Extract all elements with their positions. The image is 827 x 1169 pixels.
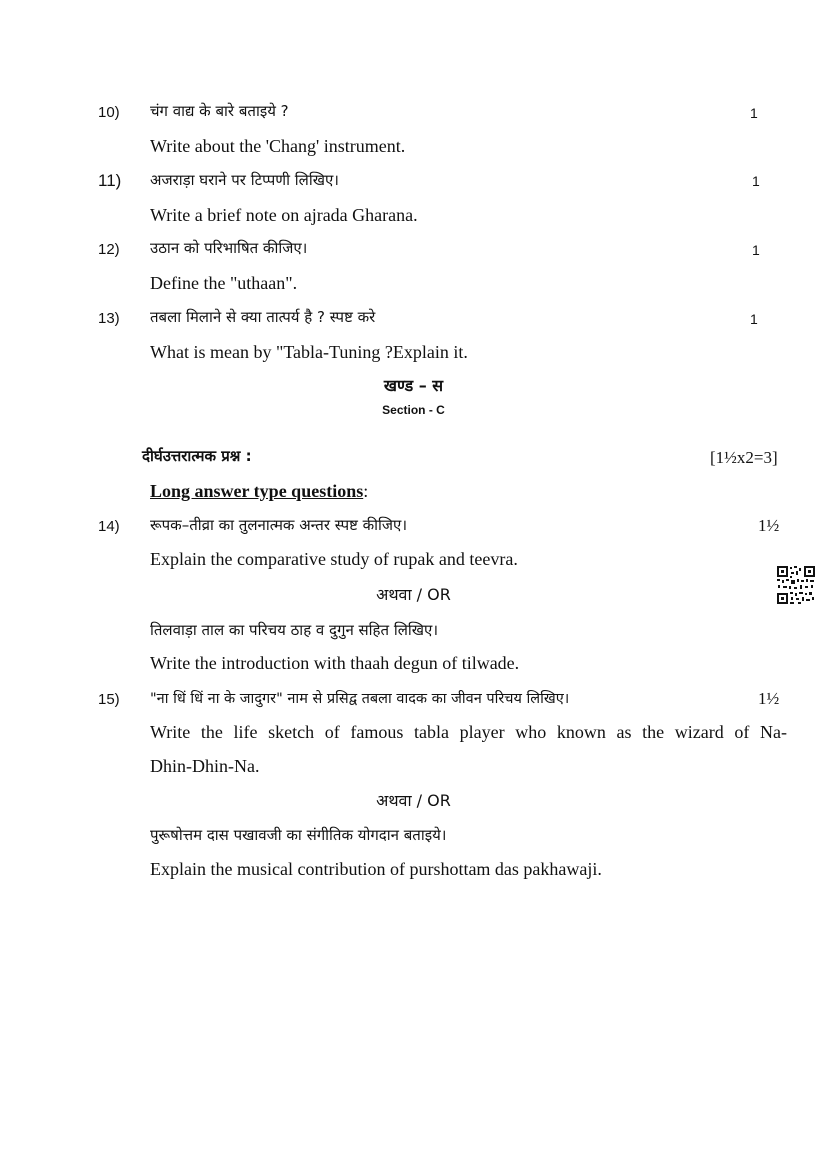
question-text-hindi: चंग वाद्य के बारे बताइये ? xyxy=(150,102,289,120)
question-marks: 1 xyxy=(750,311,758,327)
or-separator: अथवा / OR xyxy=(376,585,451,604)
question-marks: 1½ xyxy=(758,689,780,708)
alt-question-text-english: Explain the musical contribution of purshottam das pakhawaji. xyxy=(150,859,602,879)
section-title-hindi: खण्ड – स xyxy=(383,376,444,395)
question-text-hindi: अजराड़ा घराने पर टिप्पणी लिखिए। xyxy=(150,171,339,189)
question-text-english: Define the "uthaan". xyxy=(150,273,298,293)
question-number: 15) xyxy=(98,691,120,708)
question-text-hindi: "ना धिं धिं ना के जादुगर" नाम से प्रसिद्व तबला वादक का जीवन परिचय लिखिए। xyxy=(150,691,570,707)
question-text-english: Explain the comparative study of rupak and teevra. xyxy=(150,549,518,569)
question-text-english-line1: Write the life sketch of famous tabla player who known as the wizard of Na- xyxy=(150,722,787,742)
question-marks: 1 xyxy=(752,242,760,258)
question-marks: 1 xyxy=(750,105,758,121)
alt-question-text-hindi: तिलवाड़ा ताल का परिचय ठाह व दुगुन सहित लिखिए। xyxy=(150,621,439,639)
or-separator: अथवा / OR xyxy=(376,791,451,810)
question-number: 14) xyxy=(98,518,120,535)
question-text-english-line2: Dhin-Dhin-Na. xyxy=(150,756,260,776)
question-number: 12) xyxy=(98,241,120,258)
question-text-hindi: तबला मिलाने से क्या तात्पर्य है ? स्पष्ट करे xyxy=(150,308,376,326)
qr-code-icon xyxy=(776,565,816,605)
alt-question-text-hindi: पुरूषोत्तम दास पखावजी का संगीतिक योगदान बताइये। xyxy=(150,826,447,844)
question-number: 11) xyxy=(98,171,122,190)
question-text-hindi: उठान को परिभाषित कीजिए। xyxy=(150,239,308,257)
alt-question-text-english: Write the introduction with thaah degun of tilwade. xyxy=(150,653,520,673)
question-text-english: Write a brief note on ajrada Gharana. xyxy=(150,205,418,225)
long-answer-heading-hindi: दीर्घउत्तरात्मक प्रश्न : xyxy=(142,447,252,465)
question-marks: 1 xyxy=(752,173,760,189)
question-text-english: Write about the 'Chang' instrument. xyxy=(150,136,406,156)
question-marks: 1½ xyxy=(758,516,780,535)
heading-colon: : xyxy=(363,481,369,501)
section-marks: [1½x2=3] xyxy=(710,448,778,467)
question-number: 10) xyxy=(98,104,120,121)
long-answer-heading-text: Long answer type questions xyxy=(150,481,364,501)
question-text-english: What is mean by "Tabla-Tuning ?Explain it. xyxy=(150,342,468,362)
question-text-hindi: रूपक–तीव्रा का तुलनात्मक अन्तर स्पष्ट कीजिए। xyxy=(150,516,408,534)
question-number: 13) xyxy=(98,310,120,327)
long-answer-heading-english xyxy=(150,481,368,502)
section-title-english: Section - C xyxy=(382,403,445,417)
